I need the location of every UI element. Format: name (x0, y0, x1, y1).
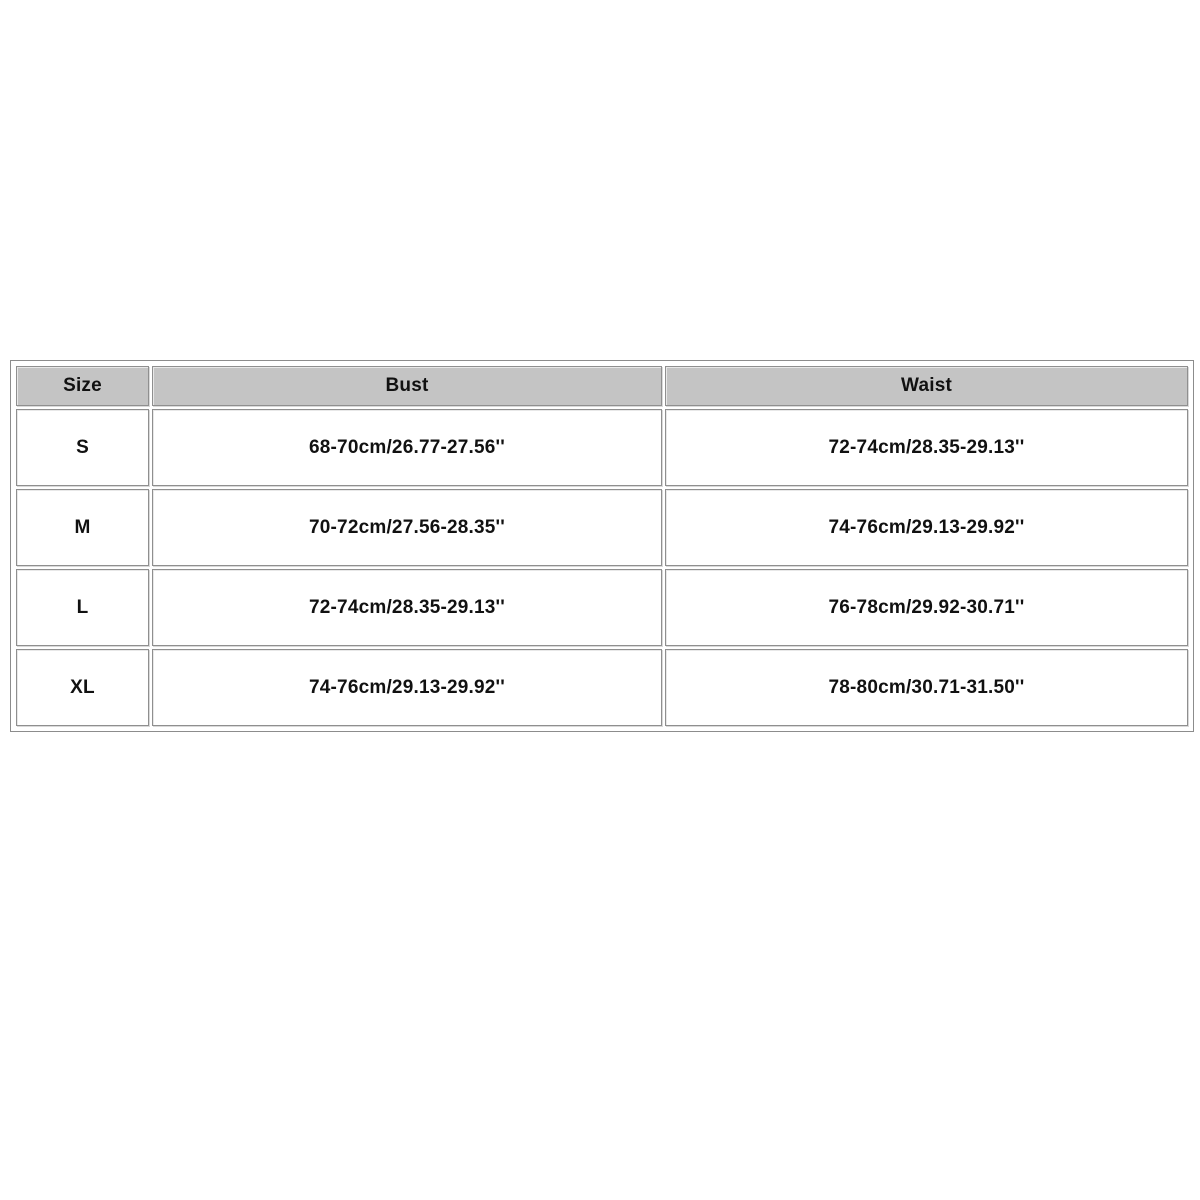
bust-cell: 72-74cm/28.35-29.13'' (152, 569, 662, 646)
size-cell: S (16, 409, 149, 486)
size-cell: XL (16, 649, 149, 726)
table-row (16, 489, 1188, 566)
size-cell: M (16, 489, 149, 566)
waist-cell: 72-74cm/28.35-29.13'' (665, 409, 1188, 486)
size-chart-table (13, 363, 1191, 729)
bust-cell: 74-76cm/29.13-29.92'' (152, 649, 662, 726)
table-row (16, 409, 1188, 486)
bust-cell: 70-72cm/27.56-28.35'' (152, 489, 662, 566)
header-row (16, 366, 1188, 406)
header-bust: Bust (152, 366, 662, 406)
header-waist: Waist (665, 366, 1188, 406)
bust-cell: 68-70cm/26.77-27.56'' (152, 409, 662, 486)
header-size: Size (16, 366, 149, 406)
size-cell: L (16, 569, 149, 646)
waist-cell: 74-76cm/29.13-29.92'' (665, 489, 1188, 566)
waist-cell: 78-80cm/30.71-31.50'' (665, 649, 1188, 726)
table-row (16, 569, 1188, 646)
table-row (16, 649, 1188, 726)
size-chart (10, 360, 1194, 732)
waist-cell: 76-78cm/29.92-30.71'' (665, 569, 1188, 646)
